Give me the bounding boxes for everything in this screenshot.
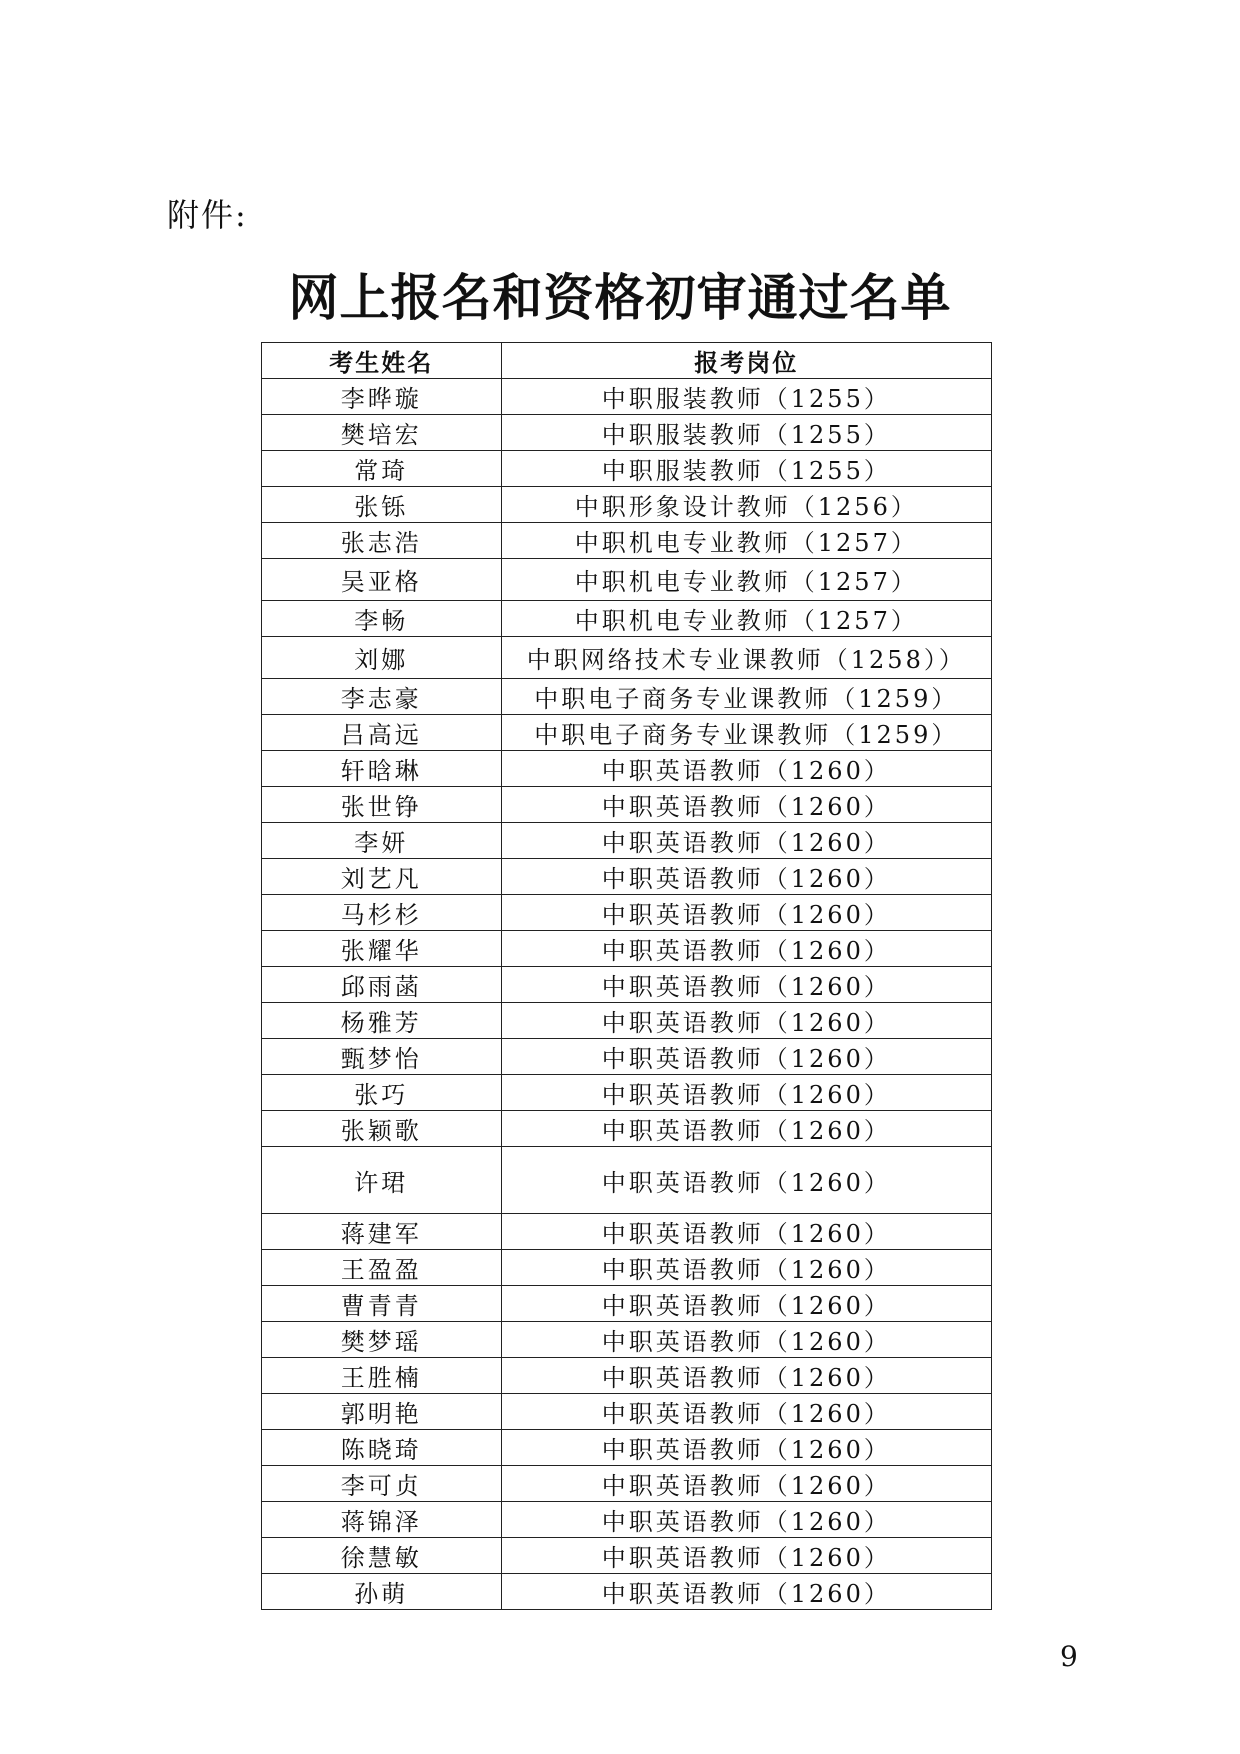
table-row [262,1039,992,1075]
candidate-name: 张颖歌 [262,1111,502,1147]
table-row [262,559,992,601]
candidate-position: 中职英语教师（1260） [501,1574,991,1610]
candidate-position: 中职英语教师（1260） [501,1430,991,1466]
column-header-name: 考生姓名 [262,343,502,379]
column-header-position: 报考岗位 [501,343,991,379]
candidate-position: 中职机电专业教师（1257） [501,559,991,601]
table-row [262,1574,992,1610]
candidate-name: 马杉杉 [262,895,502,931]
candidate-position: 中职服装教师（1255） [501,415,991,451]
table-row [262,787,992,823]
candidate-name: 刘艺凡 [262,859,502,895]
table-row [262,1075,992,1111]
table-row [262,1111,992,1147]
candidate-position: 中职英语教师（1260） [501,1075,991,1111]
candidate-position: 中职英语教师（1260） [501,1358,991,1394]
candidate-position: 中职形象设计教师（1256） [501,487,991,523]
table-row [262,487,992,523]
candidate-name: 孙萌 [262,1574,502,1610]
table-row [262,1538,992,1574]
table-row [262,895,992,931]
candidate-name: 吴亚格 [262,559,502,601]
table-row [262,823,992,859]
candidate-position: 中职服装教师（1255） [501,451,991,487]
candidate-position: 中职机电专业教师（1257） [501,601,991,637]
candidate-position: 中职英语教师（1260） [501,823,991,859]
candidate-name: 许珺 [262,1147,502,1214]
candidate-position: 中职电子商务专业课教师（1259） [501,715,991,751]
table-row [262,1147,992,1214]
candidate-position: 中职服装教师（1255） [501,379,991,415]
candidate-name: 樊培宏 [262,415,502,451]
candidate-position: 中职英语教师（1260） [501,1322,991,1358]
candidate-name: 李晔璇 [262,379,502,415]
candidate-name: 樊梦瑶 [262,1322,502,1358]
table-row [262,523,992,559]
page-number: 9 [1060,1640,1078,1673]
table-row [262,451,992,487]
table-row [262,859,992,895]
table-row [262,967,992,1003]
candidate-name: 杨雅芳 [262,1003,502,1039]
candidate-position: 中职英语教师（1260） [501,1003,991,1039]
candidate-position: 中职英语教师（1260） [501,1538,991,1574]
candidate-position: 中职英语教师（1260） [501,967,991,1003]
candidate-position: 中职电子商务专业课教师（1259） [501,679,991,715]
table-header-row [262,343,992,379]
candidate-position: 中职英语教师（1260） [501,931,991,967]
candidate-name: 常琦 [262,451,502,487]
candidate-name: 邱雨菡 [262,967,502,1003]
candidate-position: 中职英语教师（1260） [501,1147,991,1214]
table-row [262,1358,992,1394]
table-row [262,1394,992,1430]
table-row [262,1466,992,1502]
candidate-position: 中职英语教师（1260） [501,1111,991,1147]
table-row [262,1322,992,1358]
candidate-name: 李可贞 [262,1466,502,1502]
candidate-name: 轩晗琳 [262,751,502,787]
candidate-position: 中职英语教师（1260） [501,1502,991,1538]
candidate-name: 张志浩 [262,523,502,559]
candidate-name: 张铄 [262,487,502,523]
candidate-name: 李畅 [262,601,502,637]
attachment-label: 附件: [167,196,248,234]
table-row [262,1250,992,1286]
candidate-position: 中职网络技术专业课教师（1258）） [501,637,991,679]
candidate-name: 王胜楠 [262,1358,502,1394]
candidate-name: 张巧 [262,1075,502,1111]
table-row [262,1003,992,1039]
table-row [262,601,992,637]
candidate-name: 蒋建军 [262,1214,502,1250]
table-row [262,715,992,751]
table-row [262,637,992,679]
candidate-name: 曹青青 [262,1286,502,1322]
candidate-position: 中职英语教师（1260） [501,895,991,931]
table-row [262,1430,992,1466]
candidate-name: 李志豪 [262,679,502,715]
candidate-position: 中职英语教师（1260） [501,1466,991,1502]
candidate-position: 中职机电专业教师（1257） [501,523,991,559]
table-row [262,415,992,451]
candidate-name: 李妍 [262,823,502,859]
candidate-name: 郭明艳 [262,1394,502,1430]
candidate-position: 中职英语教师（1260） [501,1214,991,1250]
candidate-position: 中职英语教师（1260） [501,1394,991,1430]
table-row [262,1214,992,1250]
table-row [262,1286,992,1322]
candidate-name: 王盈盈 [262,1250,502,1286]
table-row [262,931,992,967]
candidate-position: 中职英语教师（1260） [501,1286,991,1322]
candidate-position: 中职英语教师（1260） [501,751,991,787]
candidate-name: 徐慧敏 [262,1538,502,1574]
candidate-position: 中职英语教师（1260） [501,1250,991,1286]
candidate-position: 中职英语教师（1260） [501,787,991,823]
candidate-name: 甄梦怡 [262,1039,502,1075]
candidate-table [261,342,992,1610]
candidate-name: 张世铮 [262,787,502,823]
candidate-position: 中职英语教师（1260） [501,859,991,895]
candidate-position: 中职英语教师（1260） [501,1039,991,1075]
candidate-name: 陈晓琦 [262,1430,502,1466]
candidate-name: 蒋锦泽 [262,1502,502,1538]
table-row [262,679,992,715]
candidate-name: 张耀华 [262,931,502,967]
candidate-name: 吕高远 [262,715,502,751]
page-title: 网上报名和资格初审通过名单 [288,268,952,327]
table-row [262,751,992,787]
candidate-name: 刘娜 [262,637,502,679]
table-row [262,379,992,415]
table-row [262,1502,992,1538]
